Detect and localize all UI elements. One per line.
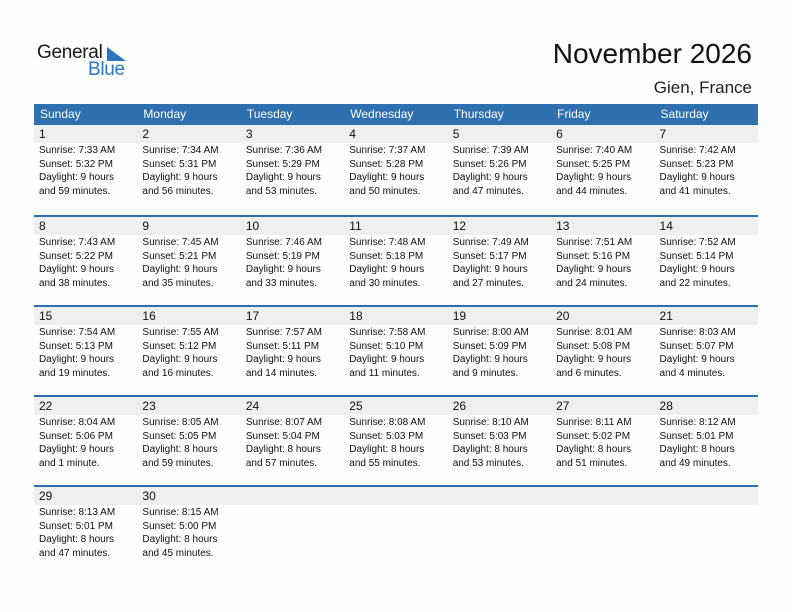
week-row	[34, 215, 758, 305]
day-number: 8	[34, 217, 137, 235]
weekday-header	[34, 104, 758, 125]
daylight-minutes-text: and 11 minutes.	[349, 367, 420, 379]
sunset-text: Sunset: 5:31 PM	[142, 158, 217, 170]
sunrise-text: Sunrise: 8:04 AM	[39, 417, 116, 428]
day-info	[551, 325, 654, 380]
day-cell	[551, 307, 654, 395]
sunset-text: Sunset: 5:14 PM	[659, 250, 734, 262]
day-info	[448, 415, 551, 470]
sunrise-text: Sunrise: 8:00 AM	[452, 327, 529, 338]
day-cell	[241, 307, 344, 395]
daylight-text: Daylight: 9 hours	[349, 172, 425, 183]
day-number: 22	[34, 397, 137, 415]
day-cell	[137, 125, 240, 215]
sunset-text: Sunset: 5:17 PM	[452, 250, 527, 262]
daylight-minutes-text: and 44 minutes.	[556, 185, 628, 197]
day-number	[241, 487, 344, 505]
day-cell	[344, 307, 447, 395]
sunrise-text: Sunrise: 7:42 AM	[659, 145, 736, 156]
location-label: Gien, France	[653, 78, 752, 97]
day-cell	[655, 125, 758, 215]
week-row	[34, 305, 758, 395]
sunrise-text: Sunrise: 7:57 AM	[245, 327, 322, 338]
sunrise-text: Sunrise: 7:58 AM	[349, 327, 426, 338]
day-cell	[655, 307, 758, 395]
day-number: 1	[34, 125, 137, 143]
day-number: 30	[137, 487, 240, 505]
daylight-minutes-text: and 9 minutes.	[452, 367, 519, 379]
daylight-text: Daylight: 9 hours	[142, 264, 218, 275]
sunrise-text: Sunrise: 7:40 AM	[556, 145, 633, 156]
sunrise-text: Sunrise: 7:46 AM	[245, 237, 322, 248]
sunrise-text: Sunrise: 7:36 AM	[245, 145, 322, 156]
daylight-text: Daylight: 8 hours	[245, 444, 321, 455]
day-cell	[344, 487, 447, 575]
daylight-text: Daylight: 9 hours	[659, 264, 735, 275]
daylight-text: Daylight: 9 hours	[39, 264, 115, 275]
sunset-text: Sunset: 5:01 PM	[659, 430, 734, 442]
daylight-minutes-text: and 45 minutes.	[142, 547, 214, 559]
day-info	[344, 235, 447, 290]
day-cell	[137, 397, 240, 485]
day-info	[241, 415, 344, 470]
day-cell	[137, 217, 240, 305]
day-number: 29	[34, 487, 137, 505]
day-number: 27	[551, 397, 654, 415]
day-info	[655, 325, 758, 380]
day-number: 7	[655, 125, 758, 143]
day-info	[551, 235, 654, 290]
day-info	[137, 415, 240, 470]
daylight-minutes-text: and 47 minutes.	[39, 547, 111, 559]
sunset-text: Sunset: 5:05 PM	[142, 430, 217, 442]
daylight-minutes-text: and 38 minutes.	[39, 277, 111, 289]
daylight-text: Daylight: 9 hours	[245, 172, 321, 183]
day-number: 2	[137, 125, 240, 143]
day-number: 17	[241, 307, 344, 325]
daylight-minutes-text: and 53 minutes.	[245, 185, 318, 197]
day-info	[551, 415, 654, 470]
daylight-minutes-text: and 56 minutes.	[142, 185, 214, 197]
sunset-text: Sunset: 5:12 PM	[142, 340, 217, 352]
day-info	[241, 235, 344, 290]
sunset-text: Sunset: 5:01 PM	[39, 520, 113, 532]
sunset-text: Sunset: 5:32 PM	[39, 158, 113, 170]
daylight-text: Daylight: 9 hours	[245, 354, 321, 365]
daylight-minutes-text: and 49 minutes.	[659, 457, 731, 469]
sunrise-text: Sunrise: 7:34 AM	[142, 145, 219, 156]
day-number: 15	[34, 307, 137, 325]
sunset-text: Sunset: 5:02 PM	[556, 430, 631, 442]
sunset-text: Sunset: 5:08 PM	[556, 340, 631, 352]
day-info	[655, 235, 758, 290]
day-info	[344, 325, 447, 380]
day-number: 9	[137, 217, 240, 235]
day-number: 6	[551, 125, 654, 143]
sunset-text: Sunset: 5:16 PM	[556, 250, 631, 262]
sunset-text: Sunset: 5:25 PM	[556, 158, 631, 170]
day-number: 5	[448, 125, 551, 143]
daylight-text: Daylight: 9 hours	[556, 264, 632, 275]
day-info	[344, 415, 447, 470]
day-cell	[448, 487, 551, 575]
daylight-text: Daylight: 8 hours	[349, 444, 425, 455]
sunset-text: Sunset: 5:03 PM	[452, 430, 527, 442]
day-cell	[448, 397, 551, 485]
sunset-text: Sunset: 5:09 PM	[452, 340, 527, 352]
day-cell	[448, 217, 551, 305]
day-cell	[137, 307, 240, 395]
sunrise-text: Sunrise: 8:03 AM	[659, 327, 736, 338]
week-row	[34, 395, 758, 485]
day-info	[241, 325, 344, 380]
day-number: 19	[448, 307, 551, 325]
daylight-minutes-text: and 47 minutes.	[452, 185, 524, 197]
day-info	[34, 505, 137, 560]
daylight-minutes-text: and 57 minutes.	[245, 457, 318, 469]
daylight-minutes-text: and 50 minutes.	[349, 185, 421, 197]
daylight-minutes-text: and 53 minutes.	[452, 457, 524, 469]
day-cell	[655, 217, 758, 305]
daylight-minutes-text: and 51 minutes.	[556, 457, 628, 469]
daylight-minutes-text: and 19 minutes.	[39, 367, 111, 379]
logo-text-blue: Blue	[88, 59, 125, 80]
sunset-text: Sunset: 5:18 PM	[349, 250, 424, 262]
weekday-tuesday: Tuesday	[246, 107, 293, 121]
day-info	[344, 143, 447, 198]
day-info	[344, 505, 447, 506]
day-number	[551, 487, 654, 505]
daylight-text: Daylight: 9 hours	[452, 172, 528, 183]
day-cell	[241, 487, 344, 575]
daylight-text: Daylight: 8 hours	[39, 534, 115, 545]
daylight-text: Daylight: 9 hours	[556, 172, 632, 183]
day-cell	[34, 487, 137, 575]
day-number: 25	[344, 397, 447, 415]
daylight-minutes-text: and 16 minutes.	[142, 367, 214, 379]
week-row	[34, 125, 758, 215]
daylight-minutes-text: and 30 minutes.	[349, 277, 421, 289]
day-info	[655, 415, 758, 470]
sunset-text: Sunset: 5:11 PM	[245, 340, 320, 352]
day-info	[655, 505, 758, 506]
day-info	[241, 505, 344, 506]
sunset-text: Sunset: 5:06 PM	[39, 430, 113, 442]
day-cell	[448, 307, 551, 395]
daylight-minutes-text: and 14 minutes.	[245, 367, 318, 379]
daylight-text: Daylight: 9 hours	[556, 354, 632, 365]
logo	[37, 42, 137, 82]
sunrise-text: Sunrise: 8:10 AM	[452, 417, 529, 428]
day-number	[344, 487, 447, 505]
sunset-text: Sunset: 5:07 PM	[659, 340, 734, 352]
daylight-text: Daylight: 8 hours	[452, 444, 528, 455]
day-cell	[448, 125, 551, 215]
sunset-text: Sunset: 5:29 PM	[245, 158, 320, 170]
daylight-minutes-text: and 33 minutes.	[245, 277, 318, 289]
sunset-text: Sunset: 5:19 PM	[245, 250, 320, 262]
daylight-minutes-text: and 22 minutes.	[659, 277, 731, 289]
daylight-minutes-text: and 1 minute.	[39, 457, 100, 469]
day-cell	[344, 397, 447, 485]
sunset-text: Sunset: 5:03 PM	[349, 430, 424, 442]
day-info	[137, 325, 240, 380]
day-number: 28	[655, 397, 758, 415]
weekday-saturday: Saturday	[660, 107, 709, 121]
daylight-minutes-text: and 35 minutes.	[142, 277, 214, 289]
sunset-text: Sunset: 5:13 PM	[39, 340, 113, 352]
day-number: 18	[344, 307, 447, 325]
sunrise-text: Sunrise: 7:43 AM	[39, 237, 116, 248]
daylight-text: Daylight: 9 hours	[245, 264, 321, 275]
sunrise-text: Sunrise: 7:54 AM	[39, 327, 116, 338]
day-number: 16	[137, 307, 240, 325]
sunset-text: Sunset: 5:21 PM	[142, 250, 217, 262]
daylight-minutes-text: and 24 minutes.	[556, 277, 628, 289]
page-title: November 2026	[552, 38, 752, 69]
weekday-sunday: Sunday	[40, 107, 81, 121]
daylight-minutes-text: and 59 minutes.	[142, 457, 214, 469]
sunrise-text: Sunrise: 8:08 AM	[349, 417, 426, 428]
day-number: 21	[655, 307, 758, 325]
sunset-text: Sunset: 5:23 PM	[659, 158, 734, 170]
sunrise-text: Sunrise: 7:49 AM	[452, 237, 529, 248]
day-number: 11	[344, 217, 447, 235]
day-number: 3	[241, 125, 344, 143]
daylight-minutes-text: and 41 minutes.	[659, 185, 731, 197]
day-number: 13	[551, 217, 654, 235]
sunset-text: Sunset: 5:22 PM	[39, 250, 113, 262]
sunset-text: Sunset: 5:10 PM	[349, 340, 424, 352]
daylight-minutes-text: and 59 minutes.	[39, 185, 111, 197]
daylight-text: Daylight: 9 hours	[452, 354, 528, 365]
sunrise-text: Sunrise: 7:48 AM	[349, 237, 426, 248]
sunrise-text: Sunrise: 8:07 AM	[245, 417, 322, 428]
day-cell	[344, 125, 447, 215]
day-number	[448, 487, 551, 505]
day-info	[241, 143, 344, 198]
day-info	[448, 505, 551, 506]
day-cell	[34, 307, 137, 395]
weekday-wednesday: Wednesday	[350, 107, 414, 121]
daylight-text: Daylight: 9 hours	[142, 354, 218, 365]
day-info	[34, 415, 137, 470]
day-cell	[34, 217, 137, 305]
daylight-minutes-text: and 4 minutes.	[659, 367, 726, 379]
day-cell	[655, 397, 758, 485]
sunrise-text: Sunrise: 8:11 AM	[556, 417, 632, 428]
day-cell	[551, 487, 654, 575]
sunrise-text: Sunrise: 8:05 AM	[142, 417, 219, 428]
day-info	[448, 325, 551, 380]
weekday-monday: Monday	[143, 107, 187, 121]
daylight-minutes-text: and 27 minutes.	[452, 277, 524, 289]
sunrise-text: Sunrise: 7:52 AM	[659, 237, 736, 248]
sunset-text: Sunset: 5:00 PM	[142, 520, 217, 532]
day-info	[551, 143, 654, 198]
daylight-text: Daylight: 9 hours	[39, 354, 115, 365]
daylight-minutes-text: and 55 minutes.	[349, 457, 421, 469]
sunrise-text: Sunrise: 8:01 AM	[556, 327, 633, 338]
sunrise-text: Sunrise: 7:33 AM	[39, 145, 116, 156]
day-cell	[137, 487, 240, 575]
daylight-text: Daylight: 8 hours	[659, 444, 735, 455]
calendar-grid	[34, 104, 758, 575]
day-cell	[551, 217, 654, 305]
day-number: 23	[137, 397, 240, 415]
day-number	[655, 487, 758, 505]
day-info	[34, 325, 137, 380]
day-info	[34, 235, 137, 290]
sunrise-text: Sunrise: 7:45 AM	[142, 237, 219, 248]
day-cell	[34, 125, 137, 215]
daylight-text: Daylight: 9 hours	[349, 264, 425, 275]
day-cell	[551, 397, 654, 485]
day-cell	[241, 397, 344, 485]
day-info	[448, 143, 551, 198]
day-info	[137, 235, 240, 290]
day-cell	[344, 217, 447, 305]
day-number: 4	[344, 125, 447, 143]
daylight-text: Daylight: 8 hours	[142, 444, 218, 455]
daylight-text: Daylight: 8 hours	[556, 444, 632, 455]
day-info	[551, 505, 654, 506]
day-info	[137, 505, 240, 560]
sunset-text: Sunset: 5:04 PM	[245, 430, 320, 442]
sunset-text: Sunset: 5:28 PM	[349, 158, 424, 170]
day-number: 14	[655, 217, 758, 235]
sunrise-text: Sunrise: 8:12 AM	[659, 417, 736, 428]
week-row	[34, 485, 758, 575]
day-number: 24	[241, 397, 344, 415]
daylight-text: Daylight: 9 hours	[659, 172, 735, 183]
sunrise-text: Sunrise: 7:55 AM	[142, 327, 219, 338]
daylight-minutes-text: and 6 minutes.	[556, 367, 622, 379]
daylight-text: Daylight: 9 hours	[452, 264, 528, 275]
day-info	[137, 143, 240, 198]
daylight-text: Daylight: 9 hours	[659, 354, 735, 365]
day-cell	[34, 397, 137, 485]
day-info	[34, 143, 137, 198]
day-cell	[241, 217, 344, 305]
day-cell	[241, 125, 344, 215]
day-info	[448, 235, 551, 290]
day-number: 10	[241, 217, 344, 235]
day-cell	[551, 125, 654, 215]
sunrise-text: Sunrise: 8:15 AM	[142, 507, 219, 518]
day-number: 12	[448, 217, 551, 235]
weekday-friday: Friday	[557, 107, 591, 121]
day-cell	[655, 487, 758, 575]
sunrise-text: Sunrise: 7:51 AM	[556, 237, 633, 248]
weeks-container	[34, 125, 758, 575]
day-number: 20	[551, 307, 654, 325]
logo-text-general: General	[37, 42, 103, 63]
daylight-text: Daylight: 8 hours	[142, 534, 218, 545]
day-number: 26	[448, 397, 551, 415]
sunrise-text: Sunrise: 7:39 AM	[452, 145, 529, 156]
sunrise-text: Sunrise: 7:37 AM	[349, 145, 426, 156]
sunrise-text: Sunrise: 8:13 AM	[39, 507, 116, 518]
daylight-text: Daylight: 9 hours	[39, 172, 115, 183]
daylight-text: Daylight: 9 hours	[39, 444, 115, 455]
daylight-text: Daylight: 9 hours	[349, 354, 425, 365]
weekday-thursday: Thursday	[453, 107, 504, 121]
daylight-text: Daylight: 9 hours	[142, 172, 218, 183]
sunset-text: Sunset: 5:26 PM	[452, 158, 527, 170]
day-info	[655, 143, 758, 198]
